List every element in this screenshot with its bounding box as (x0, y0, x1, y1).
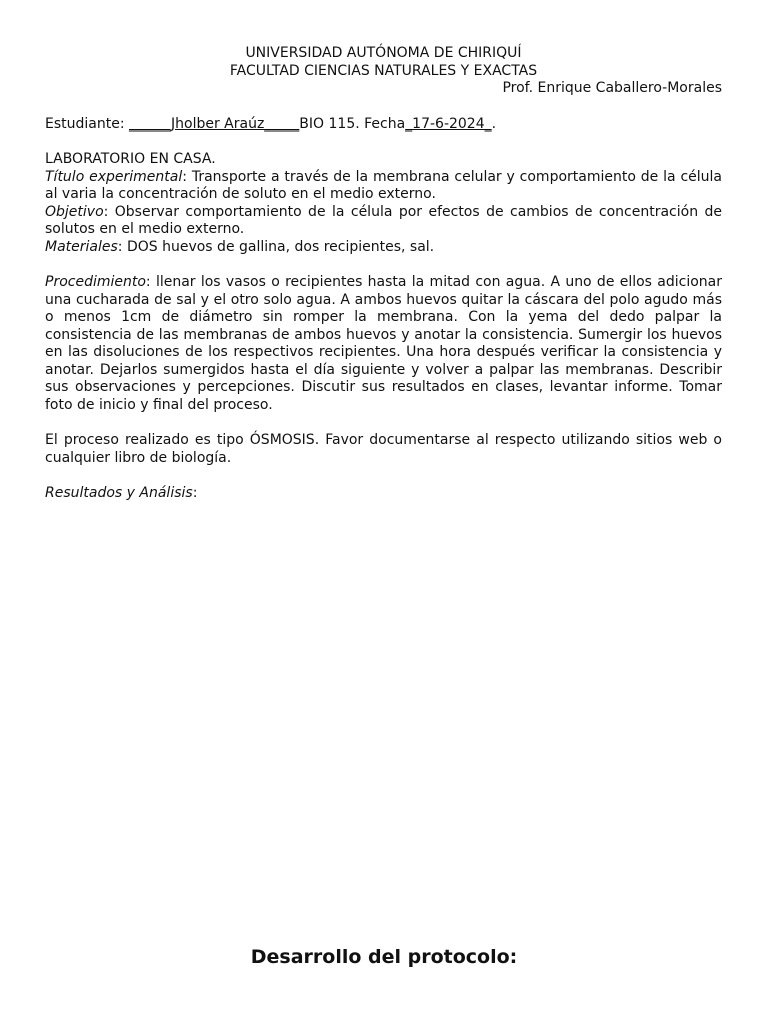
results-label: Resultados y Análisis (45, 485, 193, 501)
experimental-title-label: Título experimental (45, 168, 183, 185)
experimental-title (45, 169, 722, 204)
student-line (45, 116, 722, 134)
student-name: ______Jholber Araúz_____ (129, 115, 300, 132)
objective-text: : Observar comportamiento de la célula por efectos de cambios de concentración de solutos en el medio externo. (45, 203, 722, 237)
course-and-date-label: BIO 115. Fecha (299, 115, 406, 132)
lab-heading: LABORATORIO EN CASA. (45, 151, 216, 167)
protocol-development-title: Desarrollo del protocolo: (250, 946, 518, 968)
faculty-name: FACULTAD CIENCIAS NATURALES Y EXACTAS (229, 62, 538, 79)
results-colon: : (192, 485, 198, 501)
student-line-end: . (491, 115, 497, 132)
professor-name: Prof. Enrique Caballero-Morales (502, 80, 722, 96)
materials-label: Materiales (45, 238, 118, 255)
osmosis-note: El proceso realizado es tipo ÓSMOSIS. Favor documentarse al respecto utilizando sitios web o cualquier libro de biología. (45, 432, 722, 466)
materials (45, 239, 722, 257)
date-value: _17-6-2024_ (405, 115, 492, 132)
university-name: UNIVERSIDAD AUTÓNOMA DE CHIRIQUÍ (245, 45, 522, 61)
procedure-label: Procedimiento (45, 274, 146, 290)
results-heading (45, 485, 722, 503)
procedure (45, 274, 722, 414)
procedure-text: : llenar los vasos o recipientes hasta la mitad con agua. A uno de ellos adicionar una cucharada de sal y el otro solo agua. A ambos huevos quitar la cáscara del polo agudo más o menos 1cm de diámetro sin romper la membrana. Con la yema del dedo palpar la consistencia de las membranas de ambos huevos y anotar la consistencia. Sumergir los huevos en las disoluciones de los respectivos recipientes. Una hora después verificar la consistencia y anotar. Dejarlos sumergidos hasta el día siguiente y volver a palpar las membranas. Describir sus observaciones y percepciones. Discutir sus resultados en clases, levantar informe. Tomar foto de inicio y final del proceso. (45, 274, 722, 413)
student-label: Estudiante: (45, 115, 129, 132)
objective (45, 204, 722, 239)
document-page (45, 45, 722, 503)
experimental-title-text: : Transporte a través de la membrana celular y comportamiento de la célula al varia la concentración de soluto en el medio externo. (45, 168, 722, 202)
materials-text: : DOS huevos de gallina, dos recipientes, sal. (117, 238, 435, 255)
objective-label: Objetivo (45, 203, 104, 220)
